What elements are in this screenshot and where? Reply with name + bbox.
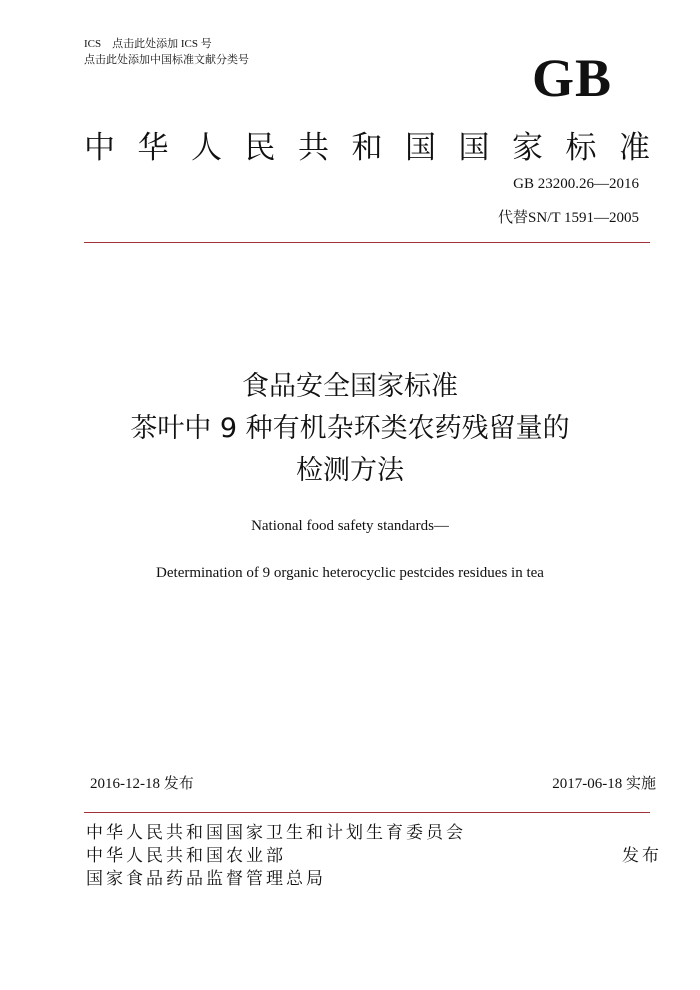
gb-logo: GB [531, 48, 612, 108]
issuer: 国家食品药品监督管理总局 [86, 869, 326, 889]
issue-date: 2016-12-18 发布 [90, 776, 194, 792]
ics-placeholder[interactable]: ICS 点击此处添加 ICS 号 [84, 38, 212, 50]
national-title-char: 国 [458, 130, 490, 166]
national-title-char: 国 [405, 130, 436, 166]
national-title-char: 共 [298, 130, 329, 166]
header-divider [84, 242, 650, 243]
classification-placeholder[interactable]: 点击此处添加中国标准文献分类号 [84, 54, 249, 66]
national-title-char: 中 [84, 130, 115, 166]
document-title [0, 366, 700, 492]
ics-block [84, 36, 249, 68]
title-line-3: 检测方法 [296, 455, 404, 486]
national-title-char: 人 [191, 130, 222, 166]
issuer: 中华人民共和国国家卫生和计划生育委员会 [86, 823, 466, 843]
publish-label: 发布 [622, 846, 662, 866]
national-title-char: 和 [351, 130, 383, 166]
title-line-2: 茶叶中 9 种有机杂环类农药残留量的 [130, 413, 570, 444]
replaces-standard: 代替SN/T 1591—2005 [498, 210, 639, 226]
national-title-char: 民 [244, 130, 276, 166]
english-title-line-2: Determination of 9 organic heterocyclic pestcides residues in tea [156, 565, 544, 581]
issuing-authorities [86, 822, 466, 891]
title-line-1: 食品安全国家标准 [242, 371, 458, 402]
implementation-date: 2017-06-18 实施 [552, 776, 656, 792]
standard-number: GB 23200.26—2016 [513, 176, 639, 192]
national-standard-title [84, 128, 650, 168]
footer-divider [84, 812, 650, 813]
national-title-char: 华 [137, 130, 169, 166]
issuer: 中华人民共和国农业部 [86, 846, 286, 866]
english-title-line-1: National food safety standards— [251, 518, 449, 534]
national-title-char: 家 [512, 130, 543, 166]
national-title-char: 标 [565, 130, 597, 166]
national-title-char: 准 [619, 130, 650, 166]
